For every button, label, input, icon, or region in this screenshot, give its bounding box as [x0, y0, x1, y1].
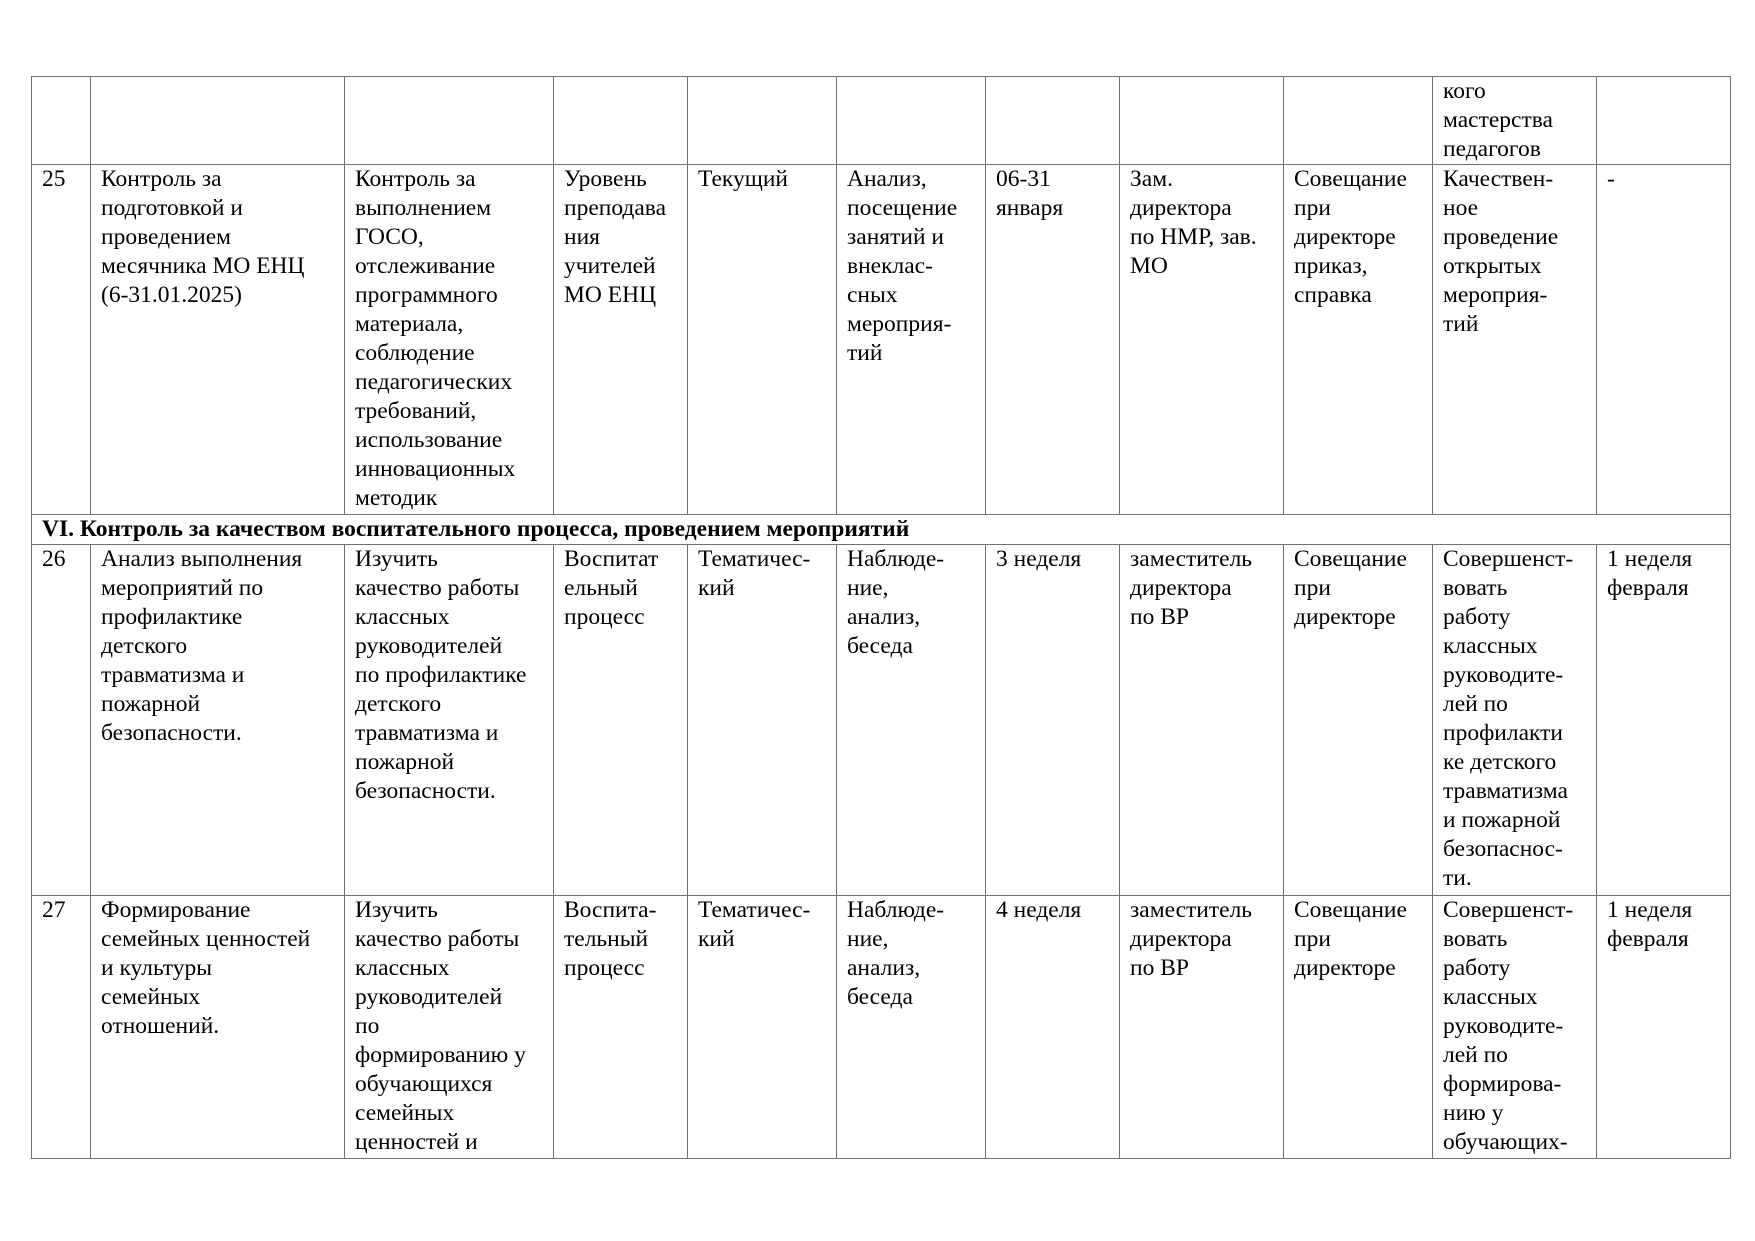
cell-expected-result: Совершенст- вовать работу классных руководите- лей по профилакти ке детского травматизма и пожарной безопаснос- ти.	[1433, 545, 1597, 896]
cell-dates: 4 неделя	[986, 896, 1120, 1159]
cell-responsible: заместитель директора по ВР	[1120, 896, 1284, 1159]
cell-review-place: Совещание при директоре	[1284, 545, 1433, 896]
cell-control-goal: Изучить качество работы классных руководителей по формированию у обучающихся семейных ценностей и	[345, 896, 554, 1159]
cell-responsible: Зам. директора по НМР, зав. МО	[1120, 165, 1284, 515]
cell-control-object	[554, 77, 688, 165]
table-row	[32, 165, 1731, 515]
section-heading: VI. Контроль за качеством воспитательного процесса, проведением мероприятий	[32, 515, 1731, 545]
cell-control-type: Тематичес- кий	[688, 896, 837, 1159]
cell-control-goal: Изучить качество работы классных руководителей по профилактике детского травматизма и пожарной безопасности.	[345, 545, 554, 896]
cell-number: 26	[32, 545, 91, 896]
cell-control-method	[837, 77, 986, 165]
cell-dates: 06-31 января	[986, 165, 1120, 515]
cell-control-object: Воспита- тельный процесс	[554, 896, 688, 1159]
cell-control-object: Воспитат ельный процесс	[554, 545, 688, 896]
cell-number	[32, 77, 91, 165]
cell-control-subject	[91, 77, 345, 165]
cell-control-method: Анализ, посещение занятий и внеклас- сных мероприя- тий	[837, 165, 986, 515]
cell-number: 27	[32, 896, 91, 1159]
cell-control-method: Наблюде- ние, анализ, беседа	[837, 896, 986, 1159]
cell-recheck: 1 неделя февраля	[1597, 545, 1731, 896]
cell-control-object: Уровень преподава ния учителей МО ЕНЦ	[554, 165, 688, 515]
cell-control-type: Тематичес- кий	[688, 545, 837, 896]
cell-review-place: Совещание при директоре приказ, справка	[1284, 165, 1433, 515]
cell-dates	[986, 77, 1120, 165]
cell-responsible	[1120, 77, 1284, 165]
cell-control-goal: Контроль за выполнением ГОСО, отслеживание программного материала, соблюдение педагогических требований, использование инновационных методик	[345, 165, 554, 515]
cell-review-place	[1284, 77, 1433, 165]
cell-control-subject: Анализ выполнения мероприятий по профилактике детского травматизма и пожарной безопасности.	[91, 545, 345, 896]
cell-number: 25	[32, 165, 91, 515]
cell-responsible: заместитель директора по ВР	[1120, 545, 1284, 896]
cell-dates: 3 неделя	[986, 545, 1120, 896]
cell-expected-result: Совершенст- вовать работу классных руководите- лей по формирова- нию у обучающих-	[1433, 896, 1597, 1159]
cell-control-goal	[345, 77, 554, 165]
cell-control-type	[688, 77, 837, 165]
cell-expected-result: кого мастерства педагогов	[1433, 77, 1597, 165]
table-row	[32, 545, 1731, 896]
cell-control-type: Текущий	[688, 165, 837, 515]
cell-review-place: Совещание при директоре	[1284, 896, 1433, 1159]
cell-recheck	[1597, 77, 1731, 165]
cell-control-subject: Формирование семейных ценностей и культуры семейных отношений.	[91, 896, 345, 1159]
control-plan-table	[31, 76, 1731, 1159]
table-row	[32, 77, 1731, 165]
cell-expected-result: Качествен- ное проведение открытых мероприя- тий	[1433, 165, 1597, 515]
table-row	[32, 896, 1731, 1159]
section-heading-row	[32, 515, 1731, 545]
cell-recheck: -	[1597, 165, 1731, 515]
cell-recheck: 1 неделя февраля	[1597, 896, 1731, 1159]
cell-control-method: Наблюде- ние, анализ, беседа	[837, 545, 986, 896]
cell-control-subject: Контроль за подготовкой и проведением месячника МО ЕНЦ (6-31.01.2025)	[91, 165, 345, 515]
